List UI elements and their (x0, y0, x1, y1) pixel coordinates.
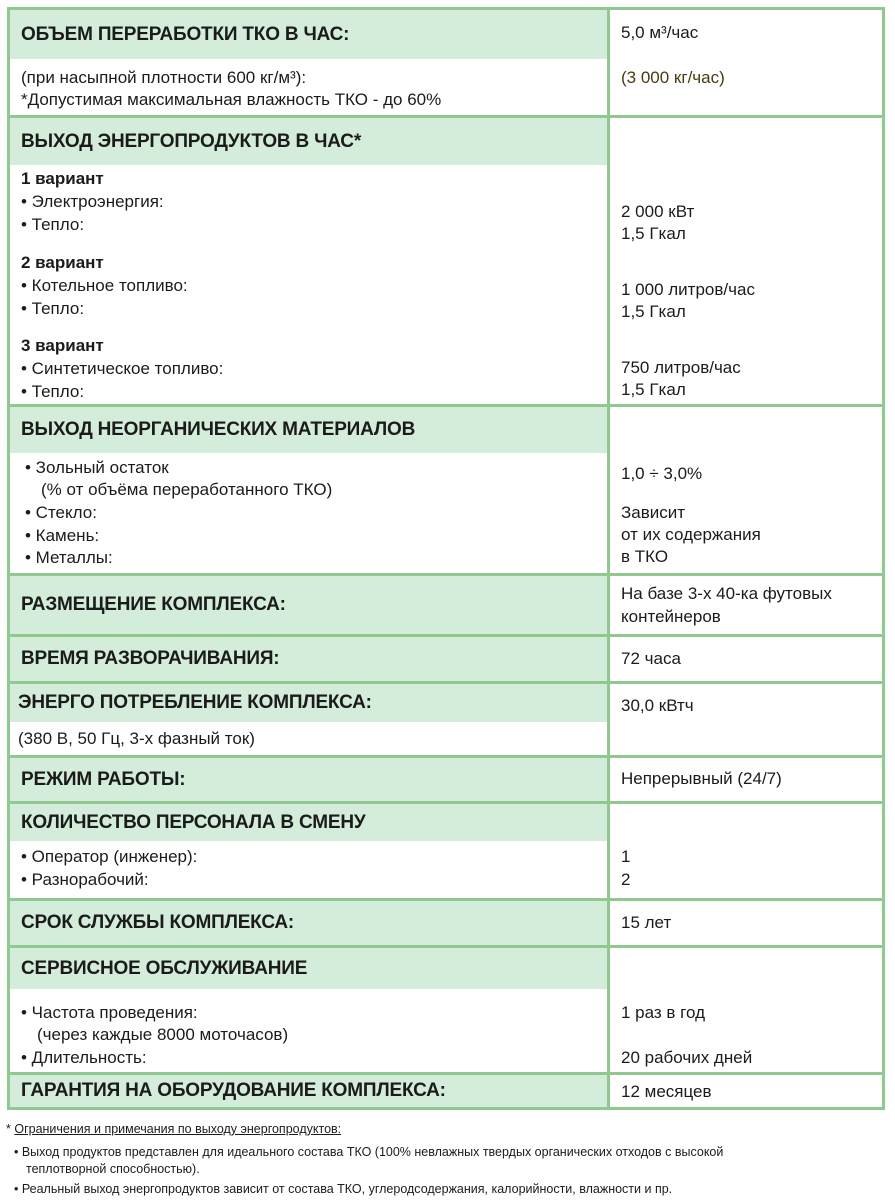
value-cell (610, 804, 882, 898)
spec-table (7, 7, 885, 1110)
value-text: 30,0 кВтч (621, 696, 694, 715)
list-item: • Оператор (инженер): (21, 847, 198, 866)
row-warranty (10, 1075, 882, 1107)
section-title: КОЛИЧЕСТВО ПЕРСОНАЛА В СМЕНУ (10, 804, 607, 841)
value-text: 12 месяцев (621, 1082, 712, 1101)
value-cell (610, 684, 882, 755)
row-volume (10, 10, 882, 115)
value-text: 2 000 кВт (621, 202, 695, 221)
section-title: ГАРАНТИЯ НА ОБОРУДОВАНИЕ КОМПЛЕКСА: (10, 1075, 607, 1107)
label-cell (10, 118, 607, 404)
value-cell (610, 576, 882, 634)
row-staff (10, 804, 882, 898)
value-text: 72 часа (621, 649, 681, 668)
row-power (10, 684, 882, 755)
list-item: • Синтетическое топливо: (21, 359, 224, 378)
list-item: • Частота проведения: (21, 1003, 198, 1022)
label-cell (10, 948, 607, 1072)
value-cell (610, 1075, 882, 1107)
value-cell (610, 10, 882, 115)
row-life (10, 901, 882, 945)
footnote-line: • Выход продуктов представлен для идеального состава ТКО (100% невлажных твердых органических отходов с высокой (14, 1145, 724, 1159)
list-item: • Камень: (25, 526, 100, 545)
value-cell (610, 758, 882, 801)
label-cell (10, 684, 607, 755)
list-item: • Тепло: (21, 299, 85, 318)
section-title: ВЫХОД ЭНЕРГОПРОДУКТОВ В ЧАС* (10, 118, 607, 165)
power-note: (380 В, 50 Гц, 3-х фазный ток) (18, 729, 255, 748)
label-cell (10, 10, 607, 115)
variant-2-label: 2 вариант (21, 253, 104, 272)
value-text: 1,5 Гкал (621, 380, 686, 399)
row-deploy (10, 637, 882, 681)
list-item: • Длительность: (21, 1048, 147, 1067)
list-item: • Электроэнергия: (21, 192, 164, 211)
section-title: СЕРВИСНОЕ ОБСЛУЖИВАНИЕ (10, 948, 607, 989)
density-note: (при насыпной плотности 600 кг/м³): (21, 68, 307, 87)
value-text: На базе 3-х 40-ка футовых (621, 584, 832, 603)
list-item: • Зольный остаток (25, 458, 169, 477)
footnote-line: теплотворной способностью). (26, 1162, 200, 1176)
label-cell (10, 804, 607, 898)
section-title: ВРЕМЯ РАЗВОРАЧИВАНИЯ: (10, 637, 607, 681)
variant-1-label: 1 вариант (21, 169, 104, 188)
value-cell (610, 948, 882, 1072)
section-title: РАЗМЕЩЕНИЕ КОМПЛЕКСА: (10, 576, 607, 634)
section-title: ВЫХОД НЕОРГАНИЧЕСКИХ МАТЕРИАЛОВ (10, 407, 607, 453)
variant-3-label: 3 вариант (21, 336, 104, 355)
value-text: Непрерывный (24/7) (621, 769, 782, 788)
row-mode (10, 758, 882, 801)
mass-value: (3 000 кг/час) (621, 68, 725, 87)
list-item: • Котельное топливо: (21, 276, 188, 295)
value-text: 2 (621, 870, 631, 889)
value-text: 1,5 Гкал (621, 224, 686, 243)
value-text: в ТКО (621, 547, 669, 566)
list-item-subtext: (через каждые 8000 моточасов) (37, 1025, 289, 1044)
value-text: контейнеров (621, 607, 721, 626)
value-text: от их содержания (621, 525, 761, 544)
list-item: • Стекло: (25, 503, 97, 522)
footnote-heading-text: Ограничения и примечания по выходу энергопродуктов: (14, 1122, 342, 1136)
section-title: ОБЪЕМ ПЕРЕРАБОТКИ ТКО В ЧАС: (10, 10, 607, 59)
list-item: • Тепло: (21, 215, 85, 234)
list-item: • Тепло: (21, 382, 85, 401)
row-inorganic (10, 407, 882, 573)
value-text: 1,5 Гкал (621, 302, 686, 321)
row-placement (10, 576, 882, 634)
value-cell (610, 901, 882, 945)
list-item: • Разнорабочий: (21, 870, 149, 889)
value-cell (610, 637, 882, 681)
humidity-note: *Допустимая максимальная влажность ТКО - до 60% (21, 90, 442, 109)
footnote-line: • Реальный выход энергопродуктов зависит от состава ТКО, углеродсодержания, калорийности, влажности и пр. (14, 1182, 673, 1196)
list-item: • Металлы: (25, 548, 113, 567)
value-cell (610, 118, 882, 404)
section-title: ЭНЕРГО ПОТРЕБЛЕНИЕ КОМПЛЕКСА: (10, 684, 607, 722)
section-title: СРОК СЛУЖБЫ КОМПЛЕКСА: (10, 901, 607, 945)
value-cell (610, 407, 882, 573)
value-text: 1 000 литров/час (621, 280, 755, 299)
value-text: 750 литров/час (621, 358, 741, 377)
value-text: 1,0 ÷ 3,0% (621, 464, 703, 483)
value-text: 15 лет (621, 913, 672, 932)
list-item-subtext: (% от объёма переработанного ТКО) (41, 480, 333, 499)
value-text: 20 рабочих дней (621, 1048, 753, 1067)
row-energy (10, 118, 882, 404)
label-cell (10, 407, 607, 573)
volume-value: 5,0 м³/час (621, 23, 699, 42)
value-text: 1 раз в год (621, 1003, 705, 1022)
row-service (10, 948, 882, 1072)
value-text: 1 (621, 847, 631, 866)
value-text: Зависит (621, 503, 686, 522)
section-title: РЕЖИМ РАБОТЫ: (10, 758, 607, 801)
footnote-heading (6, 1121, 341, 1138)
footnote-star: * (6, 1122, 15, 1136)
